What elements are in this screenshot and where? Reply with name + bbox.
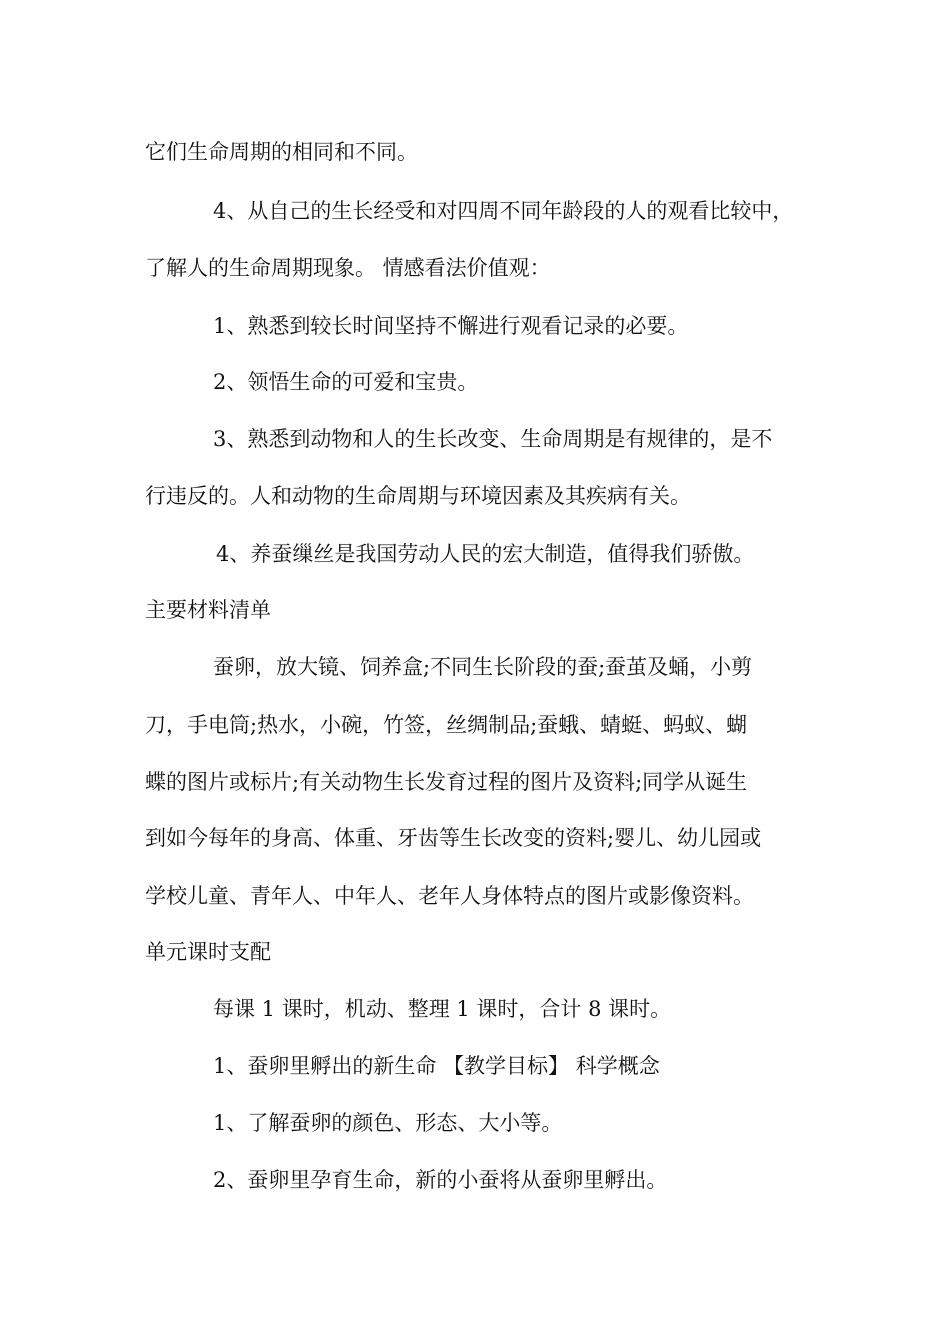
text-line: 1、熟悉到较长时间坚持不懈进行观看记录的必要。	[213, 314, 689, 338]
text-line: 了解人的生命周期现象。 情感看法价值观：	[145, 256, 551, 280]
text-line: 它们生命周期的相同和不同。	[145, 140, 418, 164]
text-line: 2、领悟生命的可爱和宝贵。	[213, 370, 479, 394]
text-line: 2、蚕卵里孕育生命，新的小蚕将从蚕卵里孵出。	[213, 1168, 668, 1192]
section-heading-schedule: 单元课时支配	[145, 940, 271, 964]
text-line: 到如今每年的身高、体重、牙齿等生长改变的资料;婴儿、幼儿园或	[145, 826, 762, 850]
text-line: 1、蚕卵里孵出的新生命 【教学目标】 科学概念	[213, 1054, 660, 1078]
text-line: 1、了解蚕卵的颜色、形态、大小等。	[213, 1111, 563, 1135]
text-line: 3、熟悉到动物和人的生长改变、生命周期是有规律的，是不	[213, 427, 773, 451]
text-line: 学校儿童、青年人、中年人、老年人身体特点的图片或影像资料。	[145, 884, 754, 908]
text-line: 4、从自己的生长经受和对四周不同年龄段的人的观看比较中，	[213, 199, 794, 223]
text-line: 蝶的图片或标片;有关动物生长发育过程的图片及资料;同学从诞生	[145, 770, 748, 794]
text-line: 蚕卵，放大镜、饲养盒;不同生长阶段的蚕;蚕茧及蛹，小剪	[213, 655, 753, 679]
text-line: 4、养蚕缫丝是我国劳动人民的宏大制造，值得我们骄傲。	[216, 542, 755, 566]
text-line: 行违反的。人和动物的生命周期与环境因素及其疾病有关。	[145, 484, 691, 508]
text-line: 每课 1 课时，机动、整理 1 课时，合计 8 课时。	[213, 997, 672, 1021]
section-heading-materials: 主要材料清单	[145, 598, 271, 622]
text-line: 刀，手电筒;热水，小碗，竹签，丝绸制品;蚕蛾、蜻蜓、蚂蚁、蝴	[145, 713, 748, 737]
